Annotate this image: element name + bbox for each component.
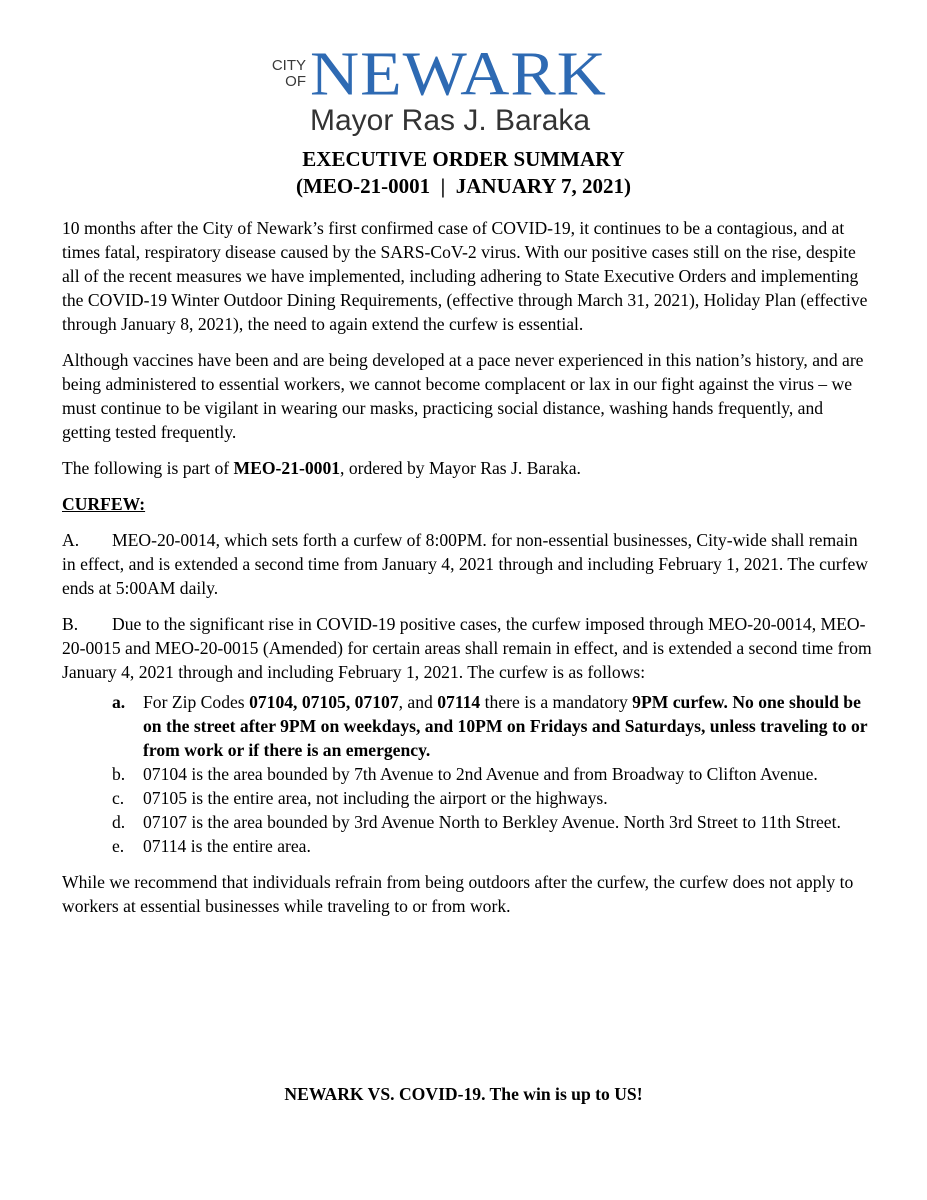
list-marker: c. xyxy=(112,788,125,808)
list-marker: a. xyxy=(112,692,126,712)
list-item xyxy=(62,762,872,786)
list-item-text: 07105 is the entire area, not including the airport or the highways. xyxy=(143,788,608,808)
curfew-item-a-text: MEO-20-0014, which sets forth a curfew of 8:00PM. for non-essential businesses, City-wide shall remain in effect, and is extended a second time from January 4, 2021 through and including February 1, 2021. The curfew ends at 5:00AM daily. xyxy=(62,530,868,598)
curfew-item-b-text: Due to the significant rise in COVID-19 positive cases, the curfew imposed through MEO-20-0014, MEO-20-0015 and MEO-20-0015 (Amended) for certain areas shall remain in effect, and is extended a second time from January 4, 2021 through and including February 1, 2021. The curfew is as follows: xyxy=(62,614,872,682)
list-item xyxy=(62,834,872,858)
logo-mayor-name: Mayor Ras J. Baraka xyxy=(310,104,591,137)
curfew-item-a-letter: A. xyxy=(62,530,80,550)
intro-paragraph: 10 months after the City of Newark’s first confirmed case of COVID-19, it continues to be a contagious, and at times fatal, respiratory disease caused by the SARS-CoV-2 virus. With our positive cases still on the rise, despite all of the recent measures we have implemented, including adhering to State Executive Orders and implementing the COVID-19 Winter Outdoor Dining Requirements, (effective through March 31, 2021), Holiday Plan (effective through January 8, 2021), the need to again extend the curfew is essential. xyxy=(62,218,868,334)
list-item-text: 07114 is the entire area. xyxy=(143,836,311,856)
list-item xyxy=(62,786,872,810)
order-ref-pre: The following is part of xyxy=(62,458,234,478)
curfew-heading: CURFEW: xyxy=(62,494,146,514)
logo-of-text: OF xyxy=(285,73,306,90)
zip-code-list xyxy=(62,690,872,858)
zip-intro-text: For Zip Codes xyxy=(143,692,250,712)
curfew-item-b xyxy=(62,612,872,684)
list-item xyxy=(62,810,872,834)
title-line-2: (MEO-21-0001 | JANUARY 7, 2021) xyxy=(296,174,631,198)
zip-code-07114: 07114 xyxy=(437,692,481,712)
footer-slogan: NEWARK VS. COVID-19. The win is up to US! xyxy=(284,1084,643,1104)
list-item-text: 07107 is the area bounded by 3rd Avenue North to Berkley Avenue. North 3rd Street to 11th Street. xyxy=(143,812,841,832)
document-body xyxy=(62,216,872,930)
order-reference-paragraph xyxy=(62,456,872,480)
zip-mandatory-text: there is a mandatory xyxy=(480,692,633,712)
title-line-1: EXECUTIVE ORDER SUMMARY xyxy=(302,147,625,171)
curfew-item-a xyxy=(62,528,872,600)
city-of-newark-logo xyxy=(262,38,622,144)
curfew-rule-bold: 9PM curfew. No one should be on the street after 9PM on weekdays, and 10PM on Fridays and Saturdays, unless traveling to or from work or if there is an emergency. xyxy=(143,692,868,760)
logo-city-text: CITY xyxy=(271,57,306,74)
closing-paragraph: While we recommend that individuals refrain from being outdoors after the curfew, the curfew does not apply to workers at essential businesses while traveling to or from work. xyxy=(62,872,854,916)
zip-codes-bold: 07104, 07105, 07107 xyxy=(249,692,399,712)
logo-city-of xyxy=(262,58,306,90)
list-marker: e. xyxy=(112,836,125,856)
list-item-text: 07104 is the area bounded by 7th Avenue to 2nd Avenue and from Broadway to Clifton Avenue. xyxy=(143,764,818,784)
list-marker: d. xyxy=(112,812,126,832)
logo-newark-wordmark: NEWARK xyxy=(310,38,607,109)
curfew-item-b-letter: B. xyxy=(62,614,79,634)
order-number: MEO-21-0001 xyxy=(233,458,341,478)
document-title xyxy=(0,146,927,200)
order-ref-post: , ordered by Mayor Ras J. Baraka. xyxy=(340,458,581,478)
vaccine-paragraph: Although vaccines have been and are being developed at a pace never experienced in this nation’s history, and are being administered to essential workers, we cannot become complacent or lax in our fight against the virus – we must continue to be vigilant in wearing our masks, practicing social distance, washing hands frequently, and getting tested frequently. xyxy=(62,350,864,442)
list-item xyxy=(62,690,872,762)
zip-and-text: , and xyxy=(398,692,438,712)
list-marker: b. xyxy=(112,764,126,784)
